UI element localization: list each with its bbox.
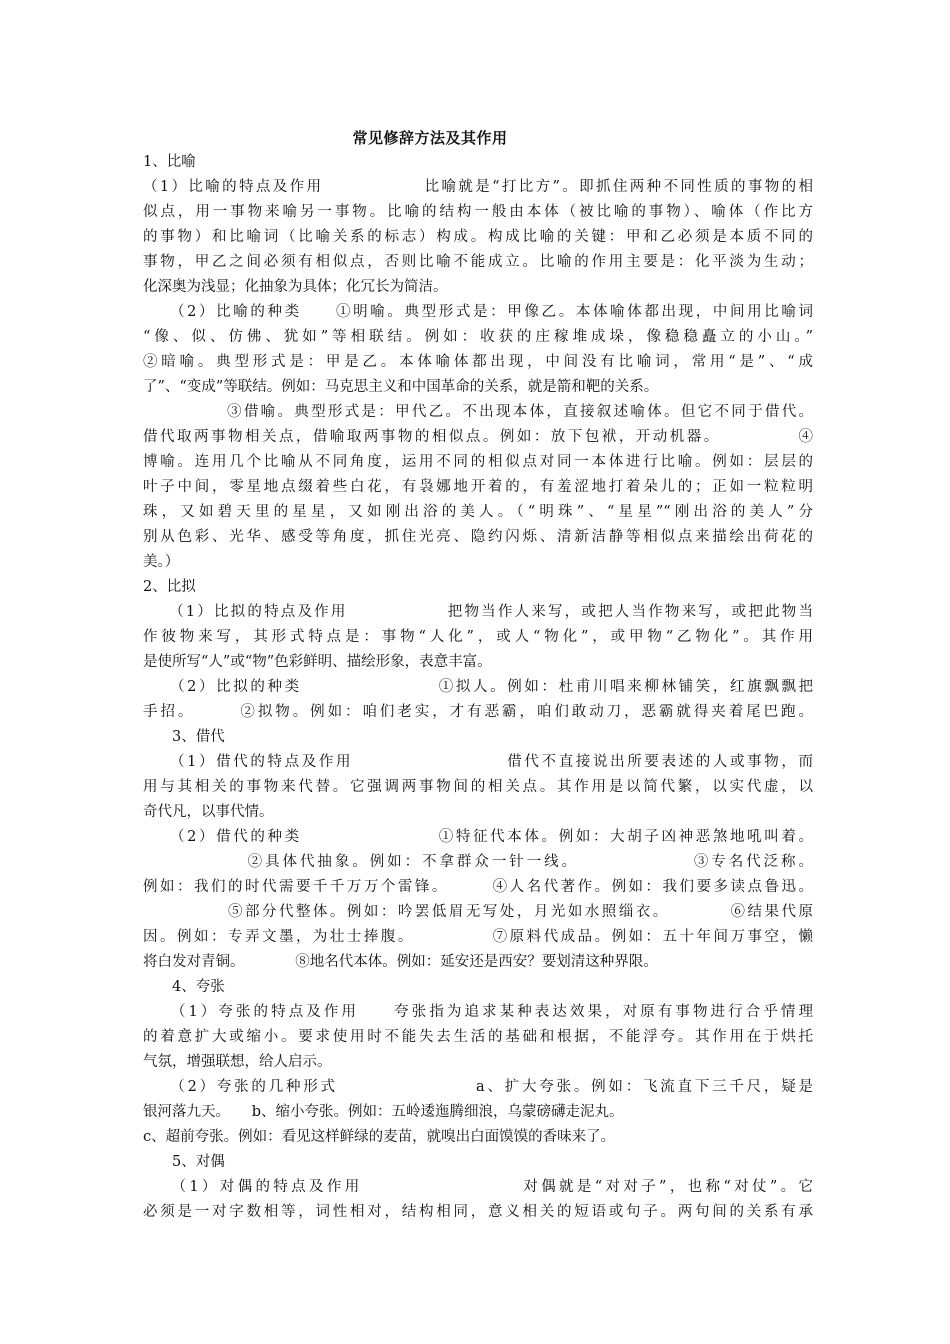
section-heading-metonymy: 3、借代 — [143, 729, 225, 745]
body-line: 的事物）和比喻词（比喻关系的标志）构成。构成比喻的关键：甲和乙必须是本质不同的 — [143, 229, 813, 245]
body-line: 美。） — [143, 554, 180, 570]
body-line: 银河落九天。 b、缩小夸张。例如：五岭逶迤腾细浪，乌蒙磅礴走泥丸。 — [143, 1104, 624, 1120]
body-line: 化深奥为浅显；化抽象为具体；化冗长为简洁。 — [143, 279, 448, 295]
section-heading-hyperbole: 4、夸张 — [143, 979, 225, 995]
body-line: ②暗喻。典型形式是：甲是乙。本体喻体都出现，中间没有比喻词，常用“是”、“成 — [143, 354, 813, 370]
body-line: （2）夸张的几种形式 a、扩大夸张。例如：飞流直下三千尺，疑是 — [143, 1079, 813, 1095]
body-line: （1）夸张的特点及作用 夸张指为追求某种表达效果，对原有事物进行合乎情理 — [143, 1004, 813, 1020]
body-line: （2）借代的种类 ①特征代本体。例如：大胡子凶神恶煞地吼叫着。 — [143, 829, 813, 845]
body-line: 借代取两事物相关点，借喻取两事物的相似点。例如：放下包袱，开动机器。 ④ — [143, 429, 813, 445]
body-line: （1）比喻的特点及作用 比喻就是“打比方”。即抓住两种不同性质的事物的相 — [143, 179, 813, 195]
document-title: 常见修辞方法及其作用 — [352, 129, 508, 147]
body-line: （1）借代的特点及作用 借代不直接说出所要表述的人或事物，而 — [143, 754, 813, 770]
body-line: 必须是一对字数相等，词性相对，结构相同，意义相关的短语或句子。两句间的关系有承 — [143, 1204, 813, 1220]
body-line: 似点，用一事物来喻另一事物。比喻的结构一般由本体（被比喻的事物）、喻体（作比方 — [143, 204, 813, 220]
body-line: 别从色彩、光华、感受等角度，抓住光亮、隐约闪烁、清新洁静等相似点来描绘出荷花的 — [143, 529, 813, 545]
body-line: 珠，又如碧天里的星星，又如刚出浴的美人。（“明珠”、“星星”“刚出浴的美人”分 — [143, 504, 813, 520]
body-line: 气氛，增强联想，给人启示。 — [143, 1054, 332, 1070]
body-line: 奇代凡，以事代情。 — [143, 804, 274, 820]
body-line: 作彼物来写，其形式特点是：事物“人化”，或人“物化”，或甲物“乙物化”。其作用 — [143, 629, 813, 645]
body-line: 博喻。连用几个比喻从不同角度，运用不同的相似点对同一本体进行比喻。例如：层层的 — [143, 454, 813, 470]
body-line: 了”、“变成”等联结。例如：马克思主义和中国革命的关系，就是箭和靶的关系。 — [143, 379, 659, 395]
section-heading-simile: 1、比喻 — [143, 154, 196, 170]
body-line: 因。例如：专弄文墨，为壮士捧腹。 ⑦原料代成品。例如：五十年间万事空，懒 — [143, 929, 813, 945]
section-heading-personification: 2、比拟 — [143, 579, 196, 595]
body-line: 例如：我们的时代需要千千万万个雷锋。 ④人名代著作。例如：我们要多读点鲁迅。 — [143, 879, 813, 895]
body-line: ⑤部分代整体。例如：吟罢低眉无写处，月光如水照缁衣。 ⑥结果代原 — [143, 904, 813, 920]
body-line: 是使所写“人”或“物”色彩鲜明、描绘形象，表意丰富。 — [143, 654, 492, 670]
section-heading-antithesis: 5、对偶 — [143, 1154, 225, 1170]
body-line: ②具体代抽象。例如：不拿群众一针一线。 ③专名代泛称。 — [143, 854, 813, 870]
body-line: 事物，甲乙之间必须有相似点，否则比喻不能成立。比喻的作用主要是：化平淡为生动； — [143, 254, 813, 270]
body-line: 手招。 ②拟物。例如：咱们老实，才有恶霸，咱们敢动刀，恶霸就得夹着尾巴跑。 — [143, 704, 813, 720]
body-line: 将白发对青铜。 ⑧地名代本体。例如：延安还是西安？要划清这种界限。 — [143, 954, 658, 970]
body-line: （2）比拟的种类 ①拟人。例如：杜甫川唱来柳林铺笑，红旗飘飘把 — [143, 679, 813, 695]
body-line: （1）比拟的特点及作用 把物当作人来写，或把人当作物来写，或把此物当 — [143, 604, 813, 620]
body-line: （2）比喻的种类 ①明喻。典型形式是：甲像乙。本体喻体都出现，中间用比喻词 — [143, 304, 813, 320]
body-line: 叶子中间，零星地点缀着些白花，有袅娜地开着的，有羞涩地打着朵儿的；正如一粒粒明 — [143, 479, 813, 495]
body-line: 的着意扩大或缩小。要求使用时不能失去生活的基础和根据，不能浮夸。其作用在于烘托 — [143, 1029, 813, 1045]
body-line: ③借喻。典型形式是：甲代乙。不出现本体，直接叙述喻体。但它不同于借代。 — [143, 404, 813, 420]
body-line: c、超前夸张。例如：看见这样鲜绿的麦苗，就嗅出白面馍馍的香味来了。 — [143, 1129, 616, 1145]
body-line: （1）对偶的特点及作用 对偶就是“对对子”，也称“对仗”。它 — [143, 1179, 813, 1195]
body-line: 用与其相关的事物来代替。它强调两事物间的相关点。其作用是以简代繁，以实代虚，以 — [143, 779, 813, 795]
body-line: “像、似、仿佛、犹如”等相联结。例如：收获的庄稼堆成垛，像稳稳矗立的小山。” — [143, 329, 813, 345]
